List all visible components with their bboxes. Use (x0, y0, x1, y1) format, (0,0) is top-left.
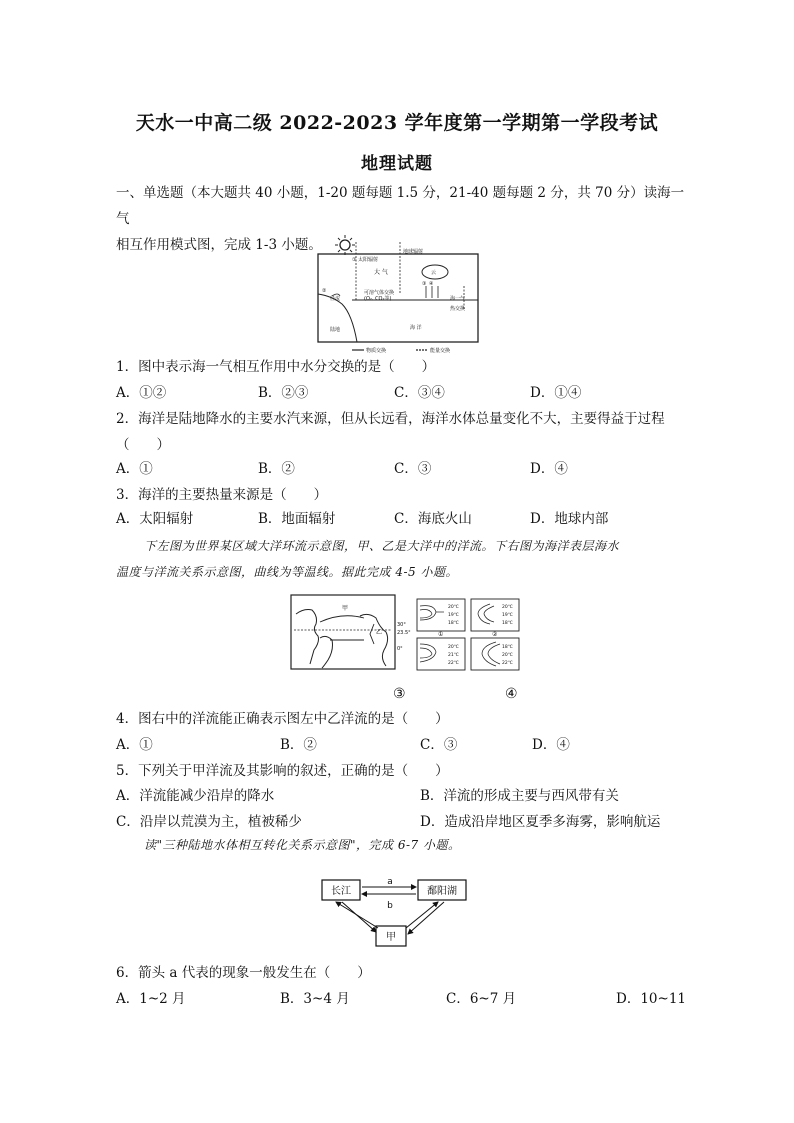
q6-option-b[interactable]: B．3~4 月 (280, 991, 350, 1007)
arrow-a-label: a (387, 877, 393, 887)
label-3: ③ (422, 281, 427, 287)
panel-4-temp-3: 22℃ (502, 661, 513, 666)
land-label: 陆地 (330, 327, 341, 333)
label-4: ④ (429, 281, 434, 287)
q1-option-d[interactable]: D．①④ (530, 385, 582, 401)
jia-label: 甲 (386, 932, 396, 943)
panel-3-temp-2: 21℃ (448, 653, 459, 658)
ocean-circulation-map (290, 594, 412, 670)
q3-option-a[interactable]: A．太阳辐射 (116, 511, 194, 527)
q4-options (116, 732, 696, 758)
question-1 (116, 354, 696, 380)
q4-option-c[interactable]: C．③ (420, 737, 458, 753)
q3-options (116, 506, 696, 532)
question-6 (116, 960, 696, 986)
q3-option-b[interactable]: B．地面辐射 (258, 511, 336, 527)
q4-stem: 4．图右中的洋流能正确表示图左中乙洋流的是（ ） (116, 711, 449, 727)
q4-option-d[interactable]: D．④ (532, 737, 570, 753)
current-yi-label: 乙 (376, 629, 383, 636)
sea-air-interaction-diagram (312, 234, 484, 356)
question-3 (116, 482, 696, 508)
q6-option-c[interactable]: C．6~7 月 (446, 991, 517, 1007)
q2-option-c[interactable]: C．③ (394, 461, 432, 477)
panel-4 (471, 638, 519, 670)
q2-option-a[interactable]: A．① (116, 461, 153, 477)
question-4 (116, 706, 696, 732)
lat-0-label: 0° (397, 646, 403, 652)
question-5 (116, 758, 696, 784)
q6-options (116, 986, 696, 1012)
panel-4-temp-1: 18℃ (502, 645, 513, 650)
intro-4-5 (116, 533, 686, 585)
panel-1-temp-1: 20℃ (448, 605, 459, 610)
panel-2-temp-2: 19℃ (502, 613, 513, 618)
cloud-label: 云 (431, 270, 437, 276)
gas-exchange-label-2: (O₂, CO₂等) (364, 296, 392, 302)
panel-1-temp-2: 19℃ (448, 613, 459, 618)
q1-option-a[interactable]: A．①② (116, 385, 167, 401)
q4-option-a[interactable]: A．① (116, 737, 153, 753)
panel-2-temp-1: 20℃ (502, 605, 513, 610)
panel-4-temp-2: 20℃ (502, 653, 513, 658)
label-1: ① (352, 257, 357, 263)
atmosphere-label: 大 气 (374, 269, 388, 276)
legend-energy-label: 能量交换 (430, 348, 451, 354)
heat-exchange-label: 热交换 (450, 306, 466, 312)
exam-subtitle: 地理试题 (361, 154, 433, 174)
poyang-label: 鄱阳湖 (427, 886, 457, 897)
panel-3-temp-1: 20℃ (448, 645, 459, 650)
section-line-1: 一、单选题（本大题共 40 小题，1-20 题每题 1.5 分，21-40 题每题 2 分，共 70 分）读海一气 (116, 185, 685, 227)
q3-option-c[interactable]: C．海底火山 (394, 511, 472, 527)
panel-4-caption: ④ (505, 686, 518, 702)
exam-title: 天水一中高二级 2022-2023 学年度第一学期第一学段考试 (135, 112, 659, 134)
q1-stem: 1．图中表示海一气相互作用中水分交换的是（ ） (116, 359, 436, 375)
lat-30-label: 30° (397, 622, 406, 628)
q1-options (116, 380, 696, 406)
panel-1-temp-3: 18℃ (448, 621, 459, 626)
intro-4-5-line-2: 温度与洋流关系示意图，曲线为等温线。据此完成 4-5 小题。 (116, 565, 458, 579)
q6-stem: 6．箭头 a 代表的现象一般发生在（ ） (116, 965, 371, 981)
gas-exchange-label: 可溶气体交换 (364, 290, 395, 296)
q5-option-a[interactable]: A．洋流能减少沿岸的降水 (116, 788, 275, 804)
ocean-label: 海 洋 (410, 325, 422, 331)
intro-4-5-line-1: 下左图为世界某区域大洋环流示意图，甲、乙是大洋中的洋流。下右图为海洋表层海水 (144, 539, 620, 553)
sea-air-label: 海一气 (450, 296, 466, 302)
q3-option-d[interactable]: D．地球内部 (530, 511, 609, 527)
runoff-label: 径流 (330, 296, 341, 302)
isotherm-panels (416, 598, 520, 672)
legend-material-label: 物质交换 (366, 348, 387, 354)
q5-option-c[interactable]: C．沿岸以荒漠为主，植被稀少 (116, 814, 302, 830)
q5-stem: 5．下列关于甲洋流及其影响的叙述，正确的是（ ） (116, 763, 449, 779)
q2-options (116, 456, 696, 482)
q5-option-d[interactable]: D．造成沿岸地区夏季多海雾，影响航运 (420, 814, 661, 830)
q1-option-b[interactable]: B．②③ (258, 385, 309, 401)
q2-option-d[interactable]: D．④ (530, 461, 568, 477)
q2-option-b[interactable]: B．② (258, 461, 295, 477)
solar-radiation-label: 太阳辐射 (358, 257, 379, 263)
land-water-transformation-diagram (320, 872, 470, 950)
earth-radiation-label: 地球辐射 (403, 249, 424, 255)
panel-1-label: ① (438, 631, 444, 638)
panel-3-caption: ③ (393, 686, 406, 702)
q5-options-row-1 (116, 783, 696, 809)
intro-6-7 (144, 832, 714, 858)
panel-2-temp-3: 18℃ (502, 621, 513, 626)
q1-option-c[interactable]: C．③④ (394, 385, 445, 401)
q2-stem-line-2: （ ） (116, 437, 170, 453)
sun-icon (335, 235, 355, 255)
changjiang-label: 长江 (331, 886, 351, 897)
q4-option-b[interactable]: B．② (280, 737, 317, 753)
arrow-b-label: b (387, 901, 393, 911)
label-2: ② (322, 288, 327, 294)
panel-2-label: ② (492, 631, 498, 638)
current-jia-label: 甲 (342, 605, 349, 612)
section-line-2: 相互作用模式图，完成 1-3 小题。 (116, 237, 322, 253)
intro-6-7-line-1: 读"三种陆地水体相互转化关系示意图"，完成 6-7 小题。 (144, 838, 461, 852)
lat-23-label: 23.5° (397, 630, 411, 636)
panel-3 (417, 638, 465, 670)
panel-3-temp-3: 22℃ (448, 661, 459, 666)
q5-option-b[interactable]: B．洋流的形成主要与西风带有关 (420, 788, 619, 804)
q6-option-d[interactable]: D．10~11 (616, 991, 686, 1007)
panel-2 (471, 599, 519, 638)
q2-stem-line-1: 2．海洋是陆地降水的主要水汽来源，但从长远看，海洋水体总量变化不大，主要得益于过程 (116, 411, 665, 427)
q3-stem: 3．海洋的主要热量来源是（ ） (116, 487, 328, 503)
question-2 (116, 406, 696, 458)
q6-option-a[interactable]: A．1~2 月 (116, 991, 186, 1007)
panel-1 (417, 599, 465, 638)
